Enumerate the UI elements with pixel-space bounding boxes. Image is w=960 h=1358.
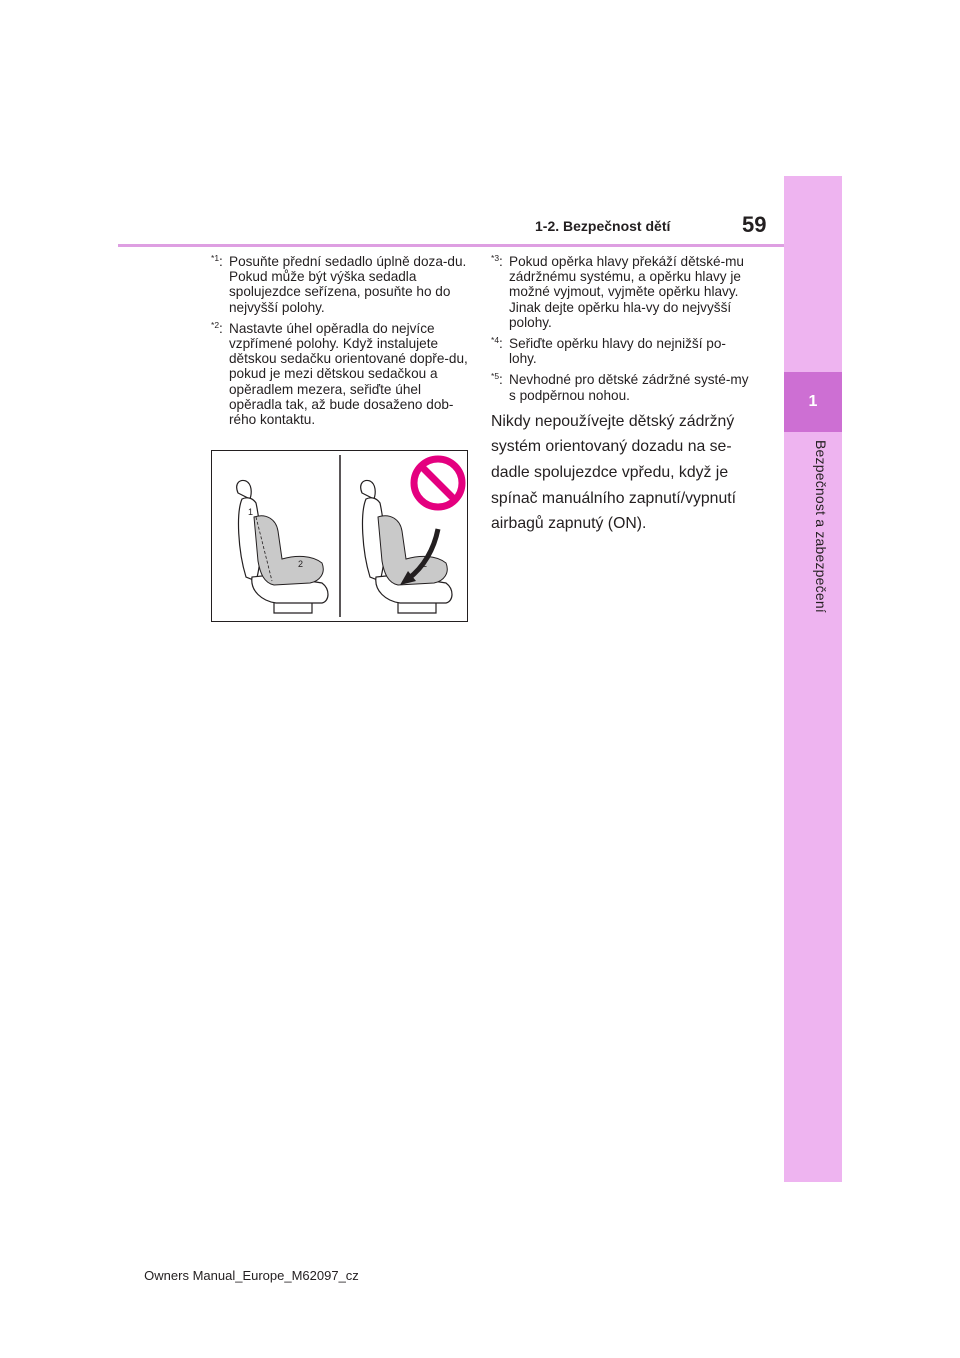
footnote — [491, 372, 749, 402]
footnote-marker: $^{*3}$: — [491, 253, 503, 269]
footnote — [491, 254, 749, 330]
headrest-left — [237, 481, 251, 500]
chapter-number-box — [784, 372, 842, 432]
left-column — [211, 254, 469, 433]
footnote-marker: $^{*4}$: — [491, 335, 503, 352]
footnote — [211, 321, 469, 427]
footnote-marker: $^{*2}$: — [211, 319, 223, 336]
seat-left — [237, 481, 328, 614]
seat-illustration-svg — [212, 451, 467, 621]
seat-base-right — [398, 603, 436, 613]
footnote-text: Nevhodné pro dětské zádržné systé-my s podpěrnou nohou. — [509, 372, 749, 403]
figure-label-2: 2 — [298, 559, 304, 569]
footnote-text: Posuňte přední sedadlo úplně doza-du. Pokud může být výška sedadla spolujezdce seřízena, posuňte ho do nejvyšší polohy. — [229, 254, 467, 315]
figure-label-1: 1 — [248, 507, 254, 517]
footnote-marker: $^{*5}$: — [491, 371, 503, 388]
footnote-text: Nastavte úhel opěradla do nejvíce vzpřímené polohy. Když instalujete dětskou sedačku orientované dopře-du, pokud je mezi dětskou sedačkou a opěradlem mezera, seřiďte úhel opěradla tak, až bude dosaženo dob-rého kontaktu. — [229, 320, 468, 428]
seat-base-left — [274, 603, 312, 613]
footnote — [211, 254, 469, 315]
right-column — [491, 254, 749, 537]
footnote — [491, 336, 749, 366]
child-seat-left — [254, 516, 323, 585]
child-seat-shell-left — [254, 516, 323, 585]
chapter-title: Bezpečnost a zabezpečení — [813, 440, 829, 613]
footnote-marker: $^{*1}$: — [211, 253, 223, 269]
chapter-number: 1 — [808, 393, 818, 410]
footnote-text: Seřiďte opěrku hlavy do nejnižší po-lohy. — [509, 336, 726, 367]
page-number: 59 — [742, 212, 767, 237]
figure-label-right-2: 2 — [422, 559, 428, 569]
footer-text: Owners Manual_Europe_M62097_cz — [144, 1268, 359, 1283]
footnote-text: Pokud opěrka hlavy překáží dětské-mu zádržnému systému, a opěrku hlavy je možné vyjmout, vyjměte opěrku hlavy. Jinak dejte opěrku hla-vy do nejvyšší polohy. — [509, 254, 744, 330]
chapter-side-tab — [784, 176, 842, 1182]
warning-paragraph: Nikdy nepoužívejte dětský zádržný systém orientovaný dozadu na se-dadle spolujezdce vpředu, když je spínač manuálního zapnutí/vypnutí airbagů zapnutý (ON). — [491, 412, 737, 533]
seat-illustration — [211, 450, 468, 622]
section-title: 1-2. Bezpečnost dětí — [535, 218, 671, 234]
header-divider — [118, 244, 784, 247]
headrest-right — [361, 481, 375, 500]
